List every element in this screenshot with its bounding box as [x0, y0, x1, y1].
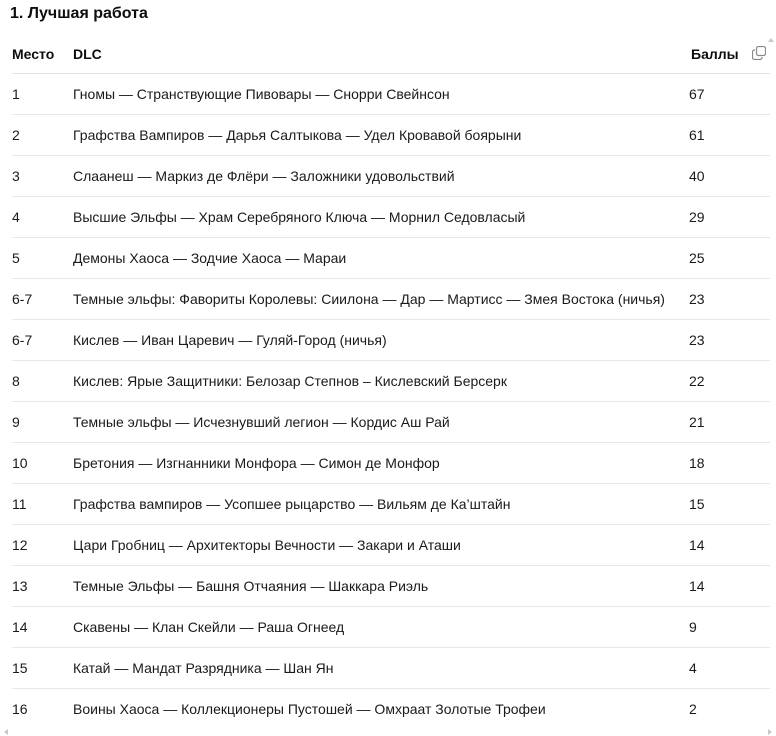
cell-score: 22 [689, 373, 705, 389]
table-row [12, 566, 770, 607]
cell-place: 16 [12, 701, 28, 717]
table-row [12, 197, 770, 238]
cell-score: 25 [689, 250, 705, 266]
table-row [12, 361, 770, 402]
scroll-up-arrow[interactable] [768, 38, 774, 42]
cell-place: 2 [12, 127, 20, 143]
cell-score: 15 [689, 496, 705, 512]
cell-score: 4 [689, 660, 697, 676]
cell-dlc: Цари Гробниц — Архитекторы Вечности — Закари и Аташи [73, 537, 461, 553]
column-header-place: Место [12, 46, 55, 62]
cell-dlc: Графства Вампиров — Дарья Салтыкова — Удел Кровавой боярыни [73, 127, 522, 143]
cell-dlc: Гномы — Странствующие Пивовары — Снорри Свейнсон [73, 86, 450, 102]
cell-dlc: Темные эльфы — Исчезнувший легион — Кордис Аш Рай [73, 414, 450, 430]
cell-place: 14 [12, 619, 28, 635]
cell-place: 10 [12, 455, 28, 471]
cell-dlc: Графства вампиров — Усопшее рыцарство — Вильям де Ка’штайн [73, 496, 511, 512]
cell-dlc: Катай — Мандат Разрядника — Шан Ян [73, 660, 334, 676]
table-row [12, 279, 770, 320]
cell-score: 14 [689, 578, 705, 594]
section-heading: 1. Лучшая работа [10, 5, 148, 22]
cell-place: 13 [12, 578, 28, 594]
column-header-dlc: DLC [73, 46, 102, 62]
cell-score: 2 [689, 701, 697, 717]
cell-place: 15 [12, 660, 28, 676]
cell-score: 14 [689, 537, 705, 553]
cell-score: 23 [689, 332, 705, 348]
table-row [12, 689, 770, 730]
table-row [12, 402, 770, 443]
scroll-left-arrow[interactable] [4, 729, 8, 735]
table-row [12, 484, 770, 525]
cell-place: 4 [12, 209, 20, 225]
cell-place: 6-7 [12, 332, 33, 348]
cell-score: 61 [689, 127, 705, 143]
cell-score: 18 [689, 455, 705, 471]
copy-icon[interactable] [752, 46, 766, 60]
table-row [12, 525, 770, 566]
scroll-right-arrow[interactable] [768, 729, 772, 735]
table-row [12, 156, 770, 197]
cell-place: 1 [12, 86, 20, 102]
cell-score: 40 [689, 168, 705, 184]
cell-score: 67 [689, 86, 705, 102]
table-row [12, 648, 770, 689]
cell-place: 3 [12, 168, 20, 184]
table-row [12, 607, 770, 648]
cell-place: 12 [12, 537, 28, 553]
cell-dlc: Высшие Эльфы — Храм Серебряного Ключа — Морнил Седовласый [73, 209, 526, 225]
table-row [12, 320, 770, 361]
cell-place: 5 [12, 250, 20, 266]
cell-dlc: Кислев: Ярые Защитники: Белозар Степнов – Кислевский Берсерк [73, 373, 507, 389]
cell-dlc: Скавены — Клан Скейли — Раша Огнеед [73, 619, 345, 635]
table-row [12, 74, 770, 115]
cell-score: 23 [689, 291, 705, 307]
column-header-score: Баллы [691, 46, 739, 62]
cell-dlc: Бретония — Изгнанники Монфора — Симон де Монфор [73, 455, 440, 471]
cell-score: 21 [689, 414, 705, 430]
cell-dlc: Демоны Хаоса — Зодчие Хаоса — Мараи [73, 250, 347, 266]
table-row [12, 443, 770, 484]
horizontal-scrollbar[interactable] [0, 730, 776, 736]
table-row [12, 115, 770, 156]
cell-dlc: Темные Эльфы — Башня Отчаяния — Шаккара Риэль [73, 578, 429, 594]
cell-dlc: Слаанеш — Маркиз де Флёри — Заложники удовольствий [73, 168, 455, 184]
cell-place: 6-7 [12, 291, 33, 307]
cell-place: 11 [12, 496, 27, 512]
cell-dlc: Темные эльфы: Фавориты Королевы: Сиилона — Дар — Мартисс — Змея Востока (ничья) [73, 291, 665, 307]
cell-score: 29 [689, 209, 705, 225]
table-body [12, 74, 770, 730]
cell-dlc: Воины Хаоса — Коллекционеры Пустошей — Омхраат Золотые Трофеи [73, 701, 546, 717]
table-row [12, 238, 770, 279]
results-table [12, 34, 770, 730]
table-header [12, 34, 770, 74]
cell-score: 9 [689, 619, 697, 635]
cell-dlc: Кислев — Иван Царевич — Гуляй-Город (ничья) [73, 332, 387, 348]
cell-place: 8 [12, 373, 20, 389]
cell-place: 9 [12, 414, 20, 430]
